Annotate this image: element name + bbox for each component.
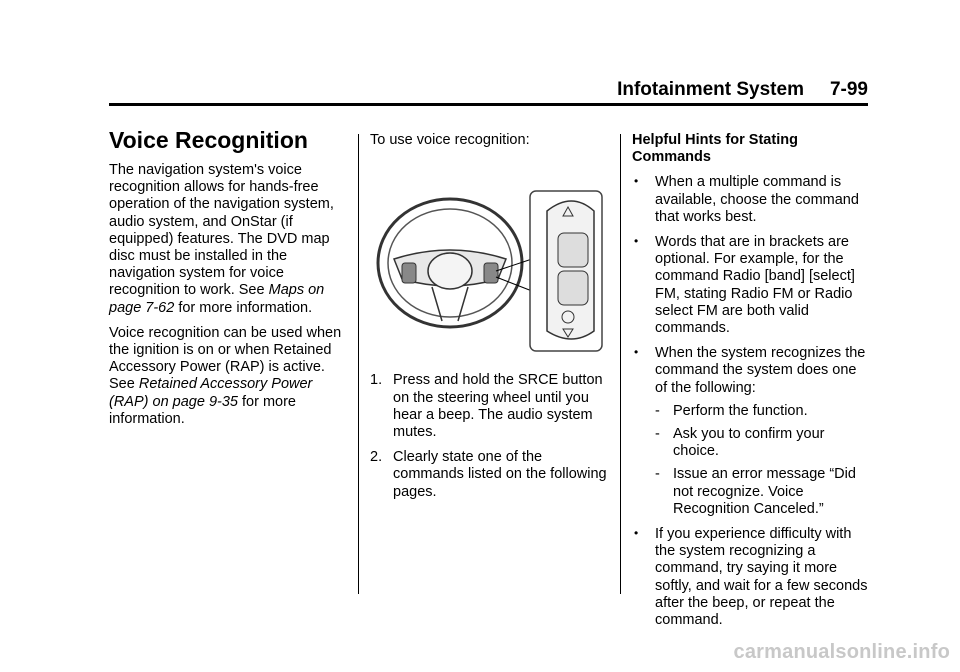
rap-paragraph [109,325,349,428]
see-label: See [238,282,265,299]
steps-list [370,372,615,500]
column-1 [109,126,349,436]
bullet-icon: • [634,234,639,249]
reference-tail: for more information. [178,299,313,316]
list-item: 2. Clearly state one of the commands listed on the following pages. [370,449,607,500]
sub-list [655,403,872,518]
reference-tail: for more information. [109,393,296,427]
rap-text: Voice recognition can be used when the ignition is on or when Retained Accessory Power (RAP) is active. [109,324,342,376]
hints-heading: Helpful Hints for Stating Commands [632,132,798,166]
intro-paragraph [109,162,349,317]
bullet-icon: • [634,345,639,360]
watermark: carmanualsonline.info [733,641,950,663]
bullet-icon: • [634,174,639,189]
column-divider-1 [358,134,359,594]
column-3 [632,132,872,637]
sub-list-item: - Issue an error message “Did not recognize. Voice Recognition Canceled.” [655,466,856,517]
list-item: • Words that are in brackets are optional. For example, for the command Radio [band] [select] FM, stating Radio FM or Radio select FM are both valid commands. [634,234,855,337]
maps-reference-link[interactable]: Maps on page 7-62 [109,282,325,316]
column-divider-2 [620,134,621,594]
header-rule [109,103,868,106]
running-header [617,79,868,101]
column-2 [370,132,615,509]
list-item: • When the system recognizes the command the system does one of the following: - Perform the function. - Ask you to confirm your choice. - Issue an error message “Did not recognize. Voice Recognition Canceled.” [632,345,872,518]
list-item: • When a multiple command is available, choose the command that works best. [634,174,859,225]
intro-text: The navigation system's voice recognition allows for hands-free operation of the navigation system, audio system, and OnStar (if equipped) features. The DVD map disc must be installed in the navigation system for voice recognition to work. [109,162,334,299]
steps-intro: To use voice recognition: [370,132,530,148]
page-heading: Voice Recognition [109,127,308,153]
steering-wheel-illustration [372,171,604,353]
rap-reference-link[interactable]: Retained Accessory Power (RAP) on page 9-35 [109,376,313,410]
list-item: 1. Press and hold the SRCE button on the steering wheel until you hear a beep. The audio system mutes. [370,372,603,441]
see-label: See [109,376,135,393]
list-item: • If you experience difficulty with the system recognizing a command, try saying it more softly, and wait for a few seconds after the beep, or repeat the command. [634,526,868,629]
page-number: 7-99 [829,79,868,100]
bullet-icon: • [634,526,639,541]
sub-list-item: - Ask you to confirm your choice. [655,426,825,460]
sub-list-item: - Perform the function. [655,402,808,419]
section-title: Infotainment System [617,79,804,100]
hints-list [632,174,872,629]
